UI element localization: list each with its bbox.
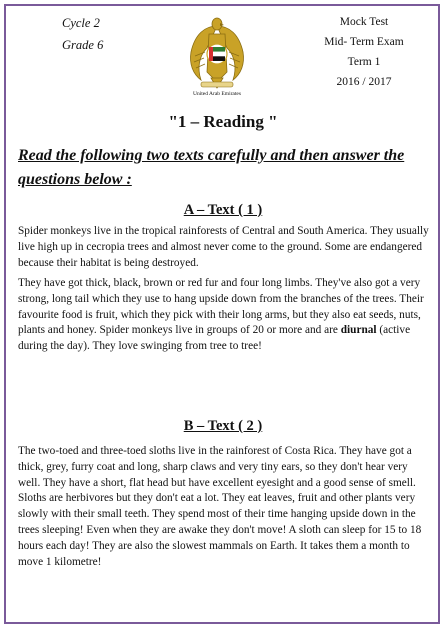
- test-label: Mock Test: [339, 16, 389, 28]
- exam-label: Mid- Term Exam: [324, 36, 404, 48]
- instruction-text: Read the following two texts carefully and then answer the questions below :: [18, 147, 405, 188]
- year-label: 2016 / 2017: [336, 76, 392, 88]
- text-a-paragraph-2-part-2: (active during the day). They love swinging from tree to tree!: [18, 324, 411, 353]
- emblem-caption: United Arab Emirates: [193, 91, 241, 97]
- text-a-heading: A – Text ( 1 ): [183, 202, 263, 218]
- diurnal-term: diurnal: [340, 324, 377, 337]
- emblem: [186, 12, 248, 102]
- cycle-label: Cycle 2: [62, 16, 100, 30]
- header-left: [62, 12, 103, 56]
- text-b-paragraph-1: The two-toed and three-toed sloths live in the rainforest of Costa Rica. They have got a thick, grey, furry coat and long, sharp claws and very tiny ears, so they don't hear very well. They have a short, flat head but have excellent eyesight and a good sense of smell. Sloths are herbivores but they don't eat a lot. They eat leaves, fruit and other plants very slowly with their small teeth. They spend most of their time hanging upside down in the trees sleeping! Even when they are awake they don't move! A sloth can sleep for 15 to 18 hours each day! They are also the slowest mammals on Earth. It takes them a month to move 1 kilometre!: [18, 445, 422, 568]
- section-title-reading: "1 – Reading ": [168, 112, 278, 131]
- header-right: [316, 12, 412, 92]
- uae-falcon-emblem-icon: [187, 12, 247, 90]
- text-b-heading: B – Text ( 2 ): [183, 418, 263, 434]
- text-a-paragraph-2: [18, 276, 432, 355]
- text-a-paragraph-2-part-1: They have got thick, black, brown or red fur and four long limbs. They've also got a very strong, long tail which they use to hang upside down from the branches of the trees. Their favourite food is fruit, which they pick with their long arms, but they also eat seeds, nuts, plants and honey. Spider monkeys live in groups of 20 or more and are: [18, 277, 424, 337]
- term-label: Term 1: [347, 56, 381, 68]
- text-a-paragraph-1: Spider monkeys live in the tropical rainforests of Central and South America. They usually live high up in cecropia trees and almost never come to the ground. Some are endangered because their habitat is being destroyed.: [18, 225, 429, 269]
- grade-label: Grade 6: [62, 38, 104, 52]
